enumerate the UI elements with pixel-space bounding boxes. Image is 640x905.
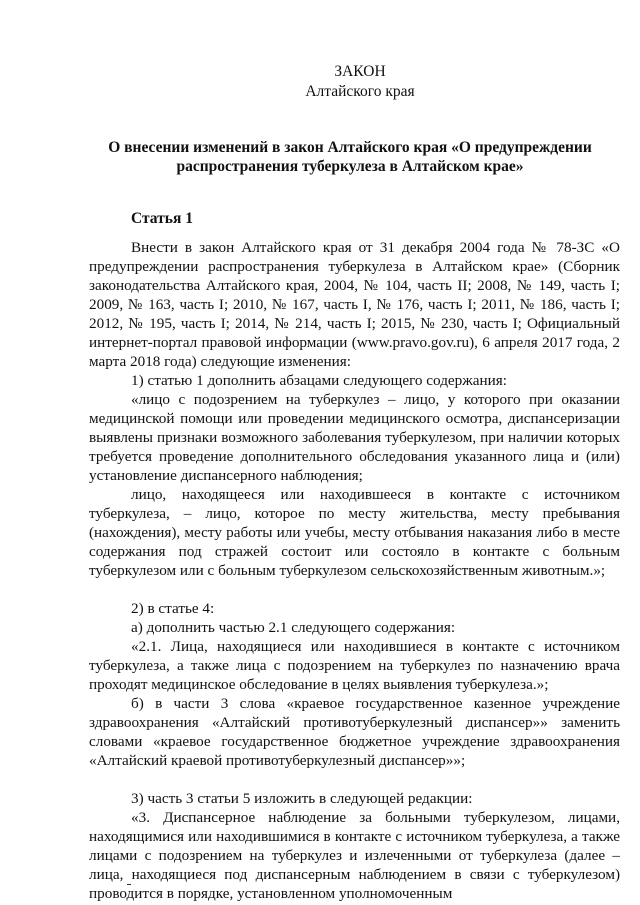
intro-paragraph: Внести в закон Алтайского края от 31 декабря 2004 года № 78-ЗС «О предупреждении распространения туберкулеза в Алтайском крае» (Сборник законодательства Алтайского края, 2004, № 104, часть II; 2008, № 149, часть I; 2009, № 163, часть I; 2010, № 167, часть I, № 176, часть I; 2011, № 186, часть I; 2012, № 195, часть I; 2014, № 214, часть I; 2015, № 230, часть I; Официальный интернет-портал правовой информации (www.pravo.gov.ru), 6 апреля 2017 года, 2 марта 2018 года) следующие изменения: bbox=[89, 239, 620, 370]
item-3-quote: «3. Диспансерное наблюдение за больными туберкулезом, лицами, находящимися или находившимися в контакте с источником туберкулеза, а также лицами с подозрением на туберкулез и излеченными от туберкулеза (далее – лица, находящиеся под диспансерным наблюдением в связи с туберкулезом) проводится в порядке, установленном уполномоченным bbox=[89, 809, 620, 902]
document-region: Алтайского края bbox=[305, 83, 415, 100]
article-body bbox=[89, 238, 620, 903]
document-type: ЗАКОН bbox=[334, 63, 386, 80]
heading-line-2: распространения туберкулеза в Алтайском крае» bbox=[176, 158, 524, 175]
item-2a-quote: «2.1. Лица, находящиеся или находившиеся в контакте с источником туберкулеза, а также лица с подозрением на туберкулез по назначению врача проходят медицинское обследование в целях выявления туберкулеза.»; bbox=[89, 638, 620, 693]
paragraph-spacer bbox=[89, 580, 620, 599]
item-1: 1) статью 1 дополнить абзацами следующего содержания: bbox=[131, 372, 507, 389]
item-2a: а) дополнить частью 2.1 следующего содержания: bbox=[131, 619, 456, 636]
item-2b: б) в части 3 слова «краевое государственное казенное учреждение здравоохранения «Алтайский противотуберкулезный диспансер»» заменить словами «краевое государственное бюджетное учреждение здравоохранения «Алтайский краевой противотуберкулезный диспансер»»; bbox=[89, 695, 620, 769]
heading-line-1: О внесении изменений в закон Алтайского края «О предупреждении bbox=[108, 139, 592, 156]
item-1-quote-2: лицо, находящееся или находившееся в контакте с источником туберкулеза, – лицо, которое по месту жительства, месту пребывания (нахождения), месту работы или учебы, месту отбывания наказания либо в месте содержания под стражей состоит или состояло в контакте с больным туберкулезом или с больным туберкулезом сельскохозяйственным животным.»; bbox=[89, 486, 620, 579]
article-title: Статья 1 bbox=[131, 210, 193, 227]
item-2: 2) в статье 4: bbox=[131, 600, 215, 617]
item-3: 3) часть 3 статьи 5 изложить в следующей редакции: bbox=[131, 790, 473, 807]
scan-speck bbox=[127, 884, 131, 885]
item-1-quote-1: «лицо с подозрением на туберкулез – лицо, у которого при оказании медицинской помощи или проведении медицинского осмотра, диспансеризации выявлены признаки возможного заболевания туберкулезом, при наличии которых требуется проведение дополнительного обследования указанного лица и (или) установление диспансерного наблюдения; bbox=[89, 391, 620, 484]
paragraph-spacer bbox=[89, 770, 620, 789]
